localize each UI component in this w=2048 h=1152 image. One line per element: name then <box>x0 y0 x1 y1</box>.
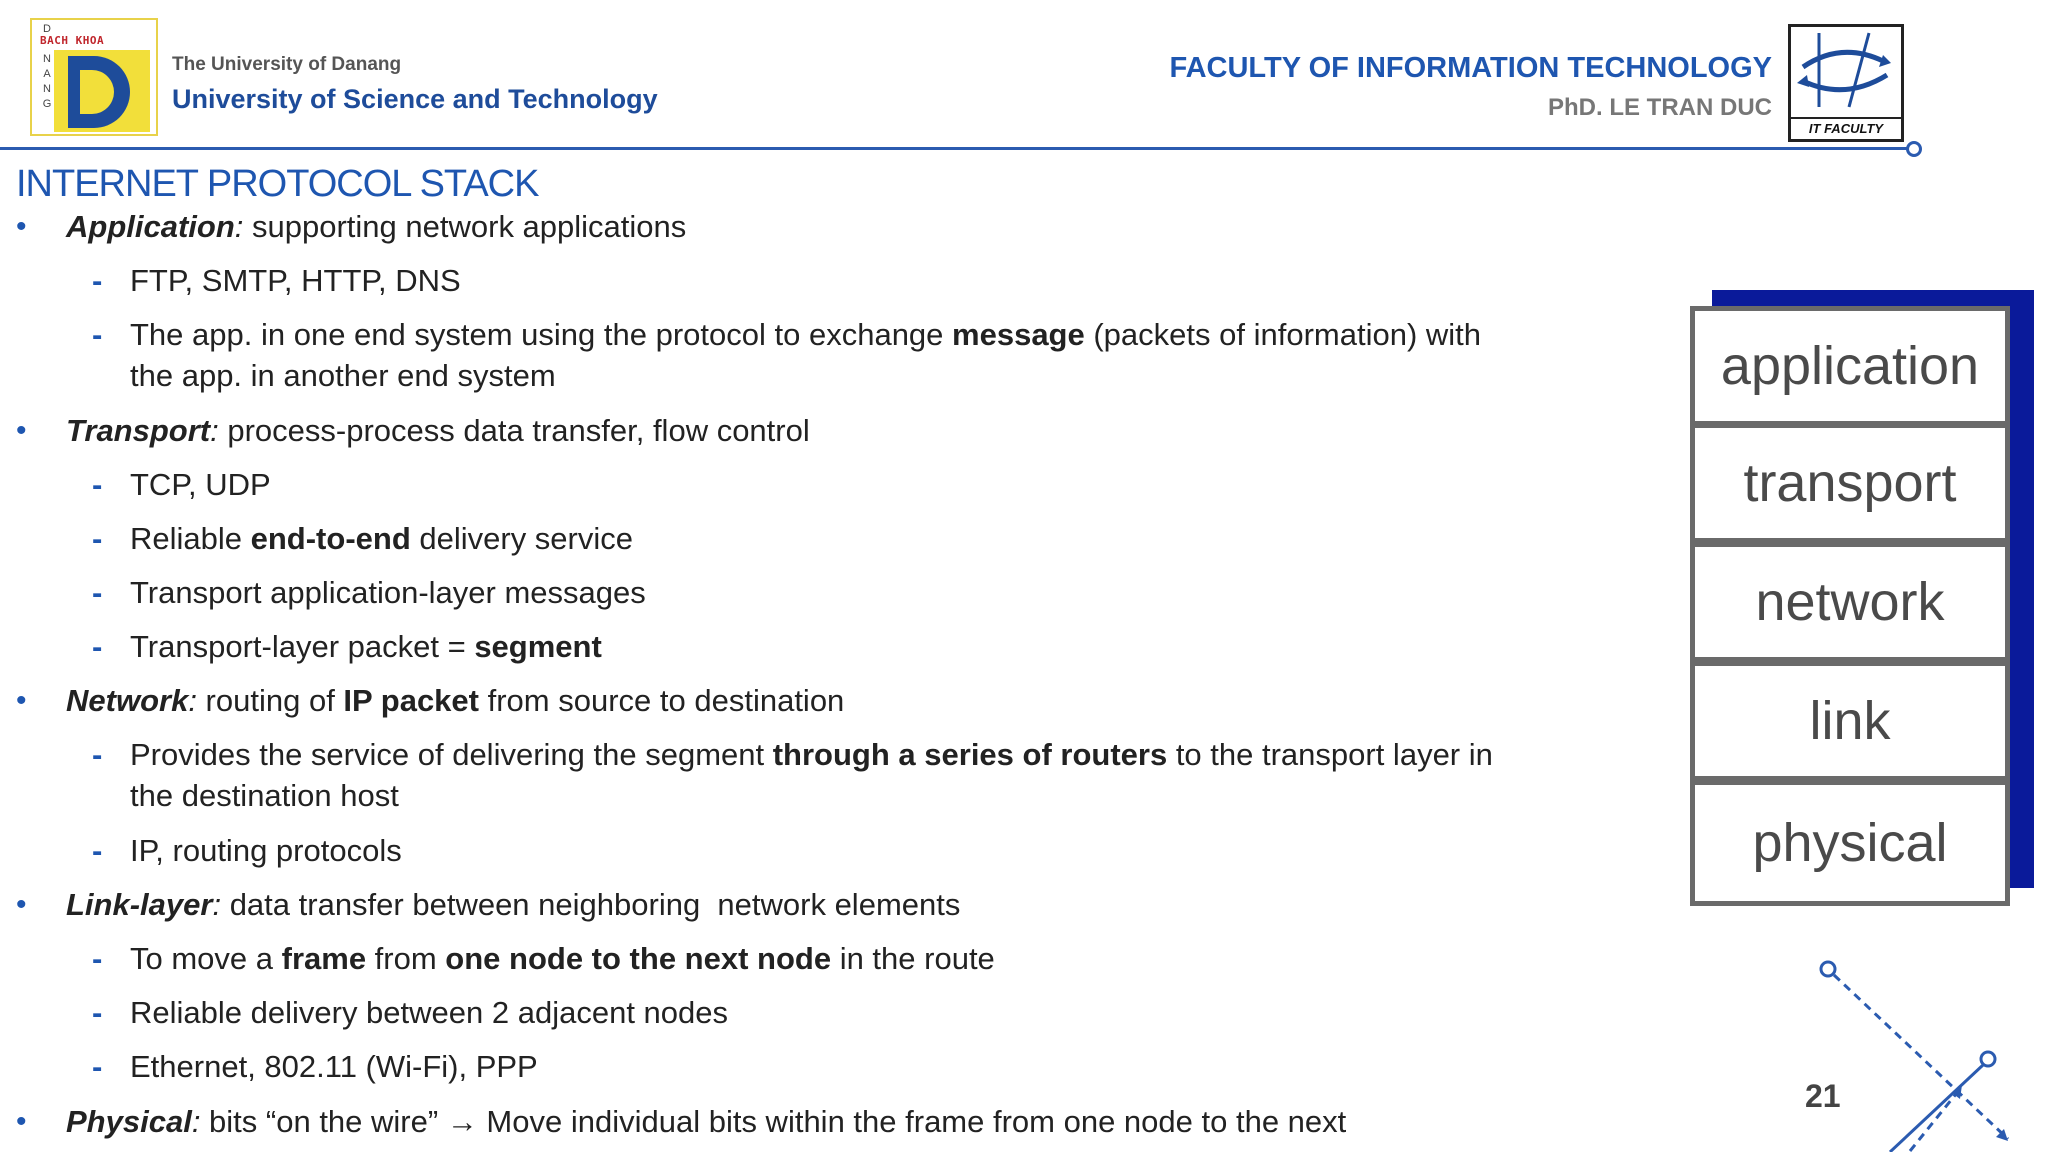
dash-marker: - <box>92 629 103 664</box>
faculty-title: FACULTY OF INFORMATION TECHNOLOGY <box>1169 52 1772 84</box>
dash-marker: - <box>92 833 103 868</box>
bullet-marker: • <box>16 684 27 717</box>
it-logo-arrows-icon <box>1791 27 1901 113</box>
header-divider <box>0 147 1908 150</box>
bullet-marker: • <box>16 1105 27 1138</box>
university-name: University of Science and Technology <box>172 84 658 114</box>
bullet-term: Application <box>66 209 235 244</box>
stack-layer-transport: transport <box>1690 423 2010 543</box>
logo-d-shape-icon <box>54 50 150 132</box>
bullet-term: Transport <box>66 413 211 448</box>
university-logo <box>30 18 158 136</box>
stack-layer-physical: physical <box>1690 780 2010 906</box>
it-logo-label: IT FACULTY <box>1791 117 1901 136</box>
stack-layer-application: application <box>1690 306 2010 426</box>
bullet-term: Link-layer <box>66 887 213 922</box>
dash-marker: - <box>92 263 103 298</box>
bullet-term: Network <box>66 683 189 718</box>
logo-vertical-text: D N A N G <box>42 23 52 110</box>
logo-top-text: BACH KHOA <box>40 34 105 47</box>
bullet-marker: • <box>16 414 27 447</box>
dash-marker: - <box>92 521 103 556</box>
stack-layer-network: network <box>1690 542 2010 662</box>
lecturer-name: PhD. LE TRAN DUC <box>1548 94 1772 121</box>
dash-marker: - <box>92 1049 103 1084</box>
dash-marker: - <box>92 941 103 976</box>
slide-title: INTERNET PROTOCOL STACK <box>16 163 539 205</box>
bullet-term: Physical <box>66 1104 192 1139</box>
slide-header <box>0 0 2048 160</box>
dash-marker: - <box>92 995 103 1030</box>
page-number: 21 <box>1805 1078 1841 1114</box>
corner-decoration-icon <box>1810 955 2010 1152</box>
dash-marker: - <box>92 737 103 772</box>
bullet-marker: • <box>16 210 27 243</box>
header-divider-end-icon <box>1906 141 1922 157</box>
dash-marker: - <box>92 317 103 352</box>
university-name-small: The University of Danang <box>172 54 402 75</box>
dash-marker: - <box>92 467 103 502</box>
stack-layer-link: link <box>1690 661 2010 781</box>
it-faculty-logo <box>1788 24 1904 142</box>
dash-marker: - <box>92 575 103 610</box>
bullet-marker: • <box>16 888 27 921</box>
